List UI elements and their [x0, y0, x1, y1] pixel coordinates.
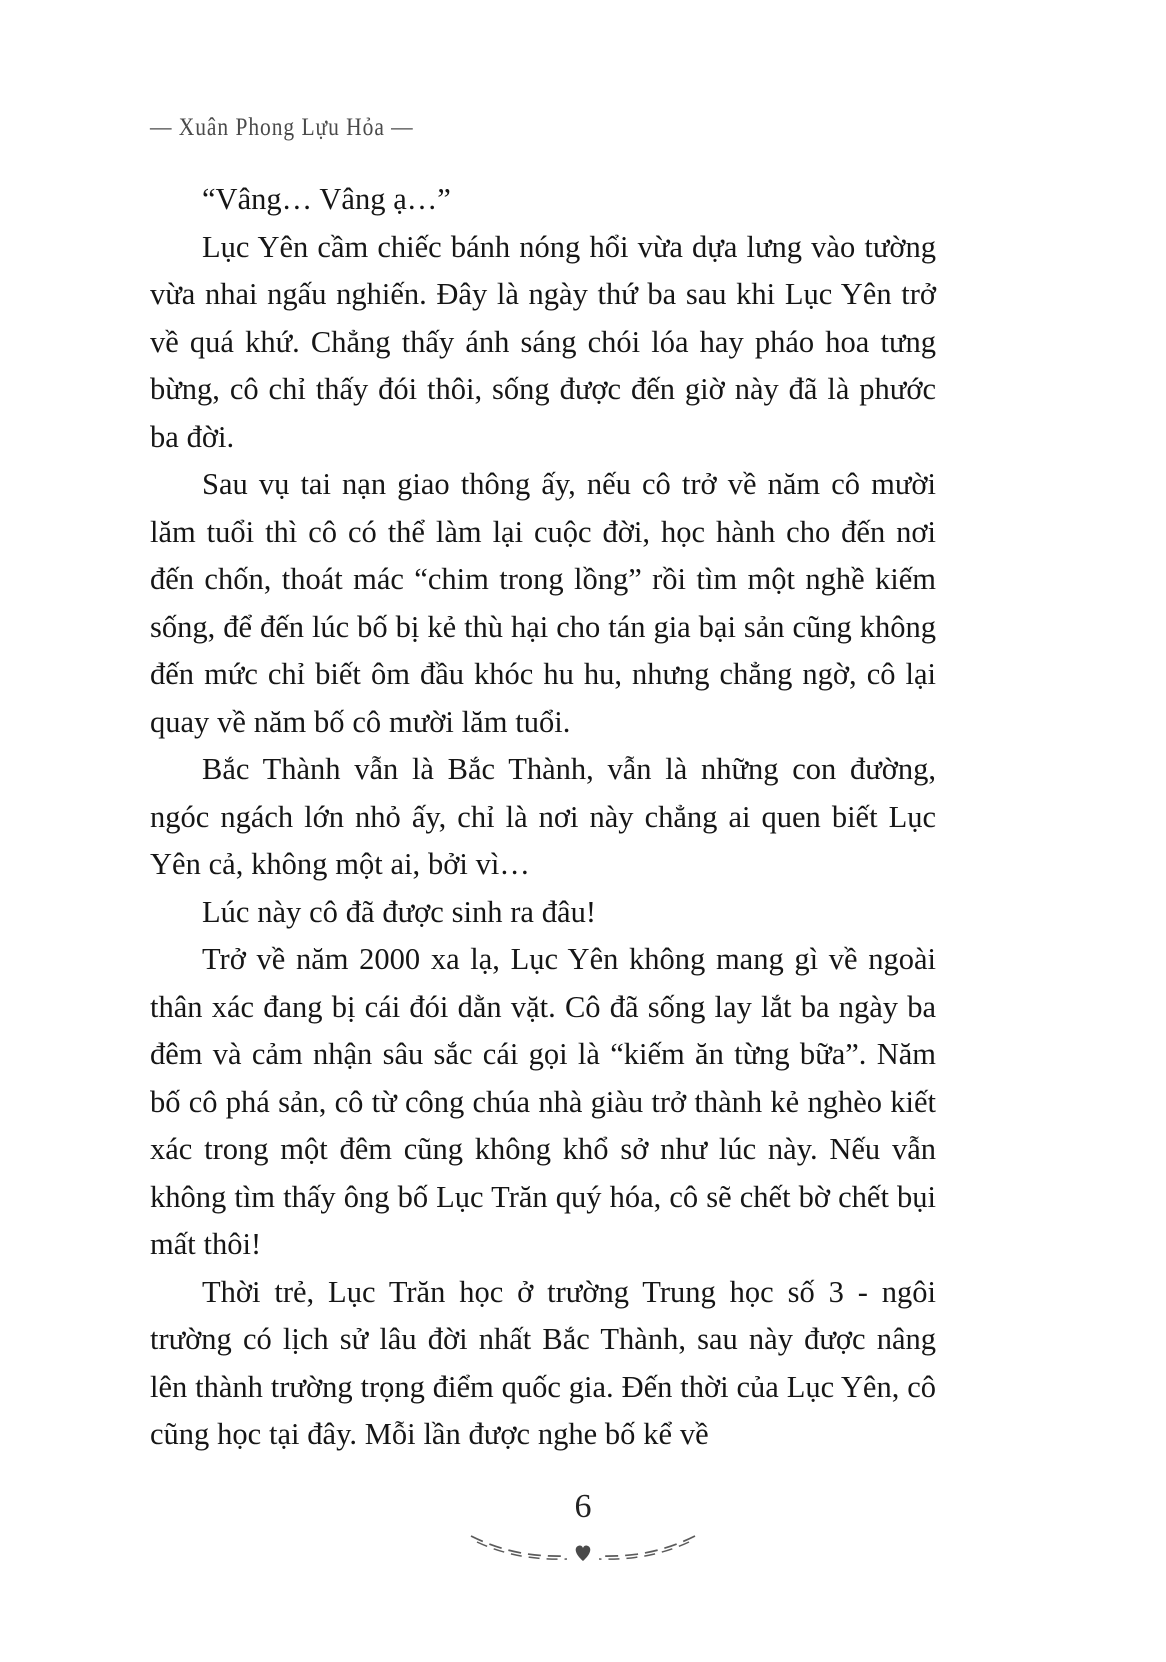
paragraph: Thời trẻ, Lục Trăn học ở trường Trung học số 3 - ngôi trường có lịch sử lâu đời nhất Bắc Thành, sau này được nâng lên thành trường trọng điểm quốc gia. Đến thời của Lục Yên, cô cũng học tại đây. Mỗi lần được nghe bố kể về — [150, 1274, 936, 1451]
paragraph: “Vâng… Vâng ạ…” — [202, 182, 451, 216]
footer-ornament — [0, 1530, 1166, 1564]
paragraph: Bắc Thành vẫn là Bắc Thành, vẫn là những con đường, ngóc ngách lớn nhỏ ấy, chỉ là nơi này chẳng ai quen biết Lục Yên cả, không một ai, bởi vì… — [150, 752, 936, 881]
dashed-arc-heart-ornament — [463, 1532, 703, 1562]
paragraph: Lúc này cô đã được sinh ra đâu! — [202, 894, 596, 929]
page-number: 6 — [574, 1488, 592, 1525]
running-header: — Xuân Phong Lựu Hỏa — — [150, 114, 414, 141]
body-text-block — [150, 176, 936, 1459]
paragraph: Lục Yên cầm chiếc bánh nóng hổi vừa dựa lưng vào tường vừa nhai ngấu nghiến. Đây là ngày thứ ba sau khi Lục Yên trở về quá khứ. Chẳng thấy ánh sáng chói lóa hay pháo hoa tưng bừng, cô chỉ thấy đói thôi, sống được đến giờ này đã là phước ba đời. — [150, 229, 936, 454]
paragraph: Trở về năm 2000 xa lạ, Lục Yên không mang gì về ngoài thân xác đang bị cái đói dằn vặt. Cô đã sống lay lắt ba ngày ba đêm và cảm nhận sâu sắc cái gọi là “kiếm ăn từng bữa”. Năm bố cô phá sản, cô từ công chúa nhà giàu trở thành kẻ nghèo kiết xác trong một đêm cũng không khổ sở như lúc này. Nếu vẫn không tìm thấy ông bố Lục Trăn quý hóa, cô sẽ chết bờ chết bụi mất thôi! — [150, 942, 936, 1261]
page-footer — [0, 1488, 1166, 1564]
paragraph: Sau vụ tai nạn giao thông ấy, nếu cô trở về năm cô mười lăm tuổi thì cô có thể làm lại cuộc đời, học hành cho đến nơi đến chốn, thoát mác “chim trong lồng” rồi tìm một nghề kiếm sống, để đến lúc bố bị kẻ thù hại cho tán gia bại sản cũng không đến mức chỉ biết ôm đầu khóc hu hu, nhưng chẳng ngờ, cô lại quay về năm bố cô mười lăm tuổi. — [150, 467, 936, 739]
